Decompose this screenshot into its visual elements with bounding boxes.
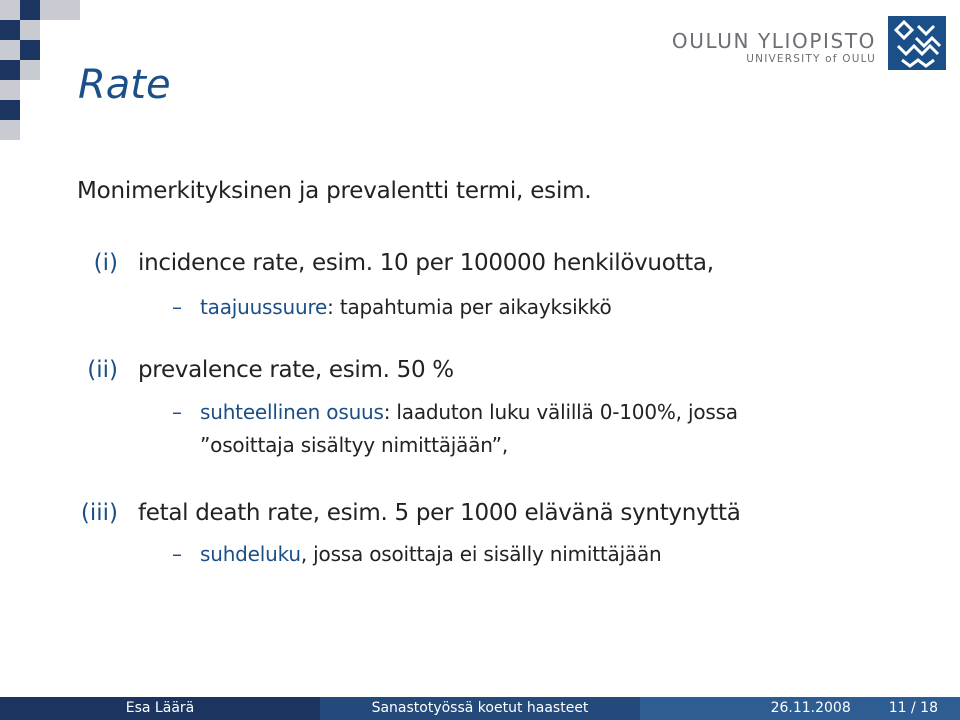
sub-rest-iii: , jossa osoittaja ei sisälly nimittäjään	[300, 542, 662, 566]
term-suhteellinen-osuus: suhteellinen osuus	[200, 400, 384, 424]
slide-title: Rate	[78, 62, 171, 108]
intro-text: Monimerkityksinen ja prevalentti termi, esim.	[77, 178, 592, 204]
item-text-i: incidence rate, esim. 10 per 100000 henkilövuotta,	[138, 250, 714, 276]
sub-text-i	[200, 295, 612, 319]
logo-name: OULUN YLIOPISTO	[671, 29, 876, 53]
footer-date: 26.11.2008	[770, 700, 851, 716]
sub-dash-i: –	[172, 295, 182, 319]
logo-text	[672, 30, 876, 66]
slide-footer	[0, 697, 960, 720]
logo-subtitle: UNIVERSITY of OULU	[746, 53, 876, 65]
sub-rest-ii: : laaduton luku välillä 0-100%, jossa	[383, 400, 738, 424]
item-marker-ii: (ii)	[87, 357, 118, 383]
term-taajuussuure: taajuussuure	[200, 295, 328, 319]
footer-talk-title: Sanastotyössä koetut haasteet	[320, 697, 640, 720]
item-marker-i: (i)	[93, 250, 118, 276]
sub-rest-i: : tapahtumia per aikayksikkö	[327, 295, 612, 319]
item-text-ii: prevalence rate, esim. 50 %	[138, 357, 454, 383]
sub-text-ii-continuation: ”osoittaja sisältyy nimittäjään”,	[200, 433, 508, 457]
sub-dash-iii: –	[172, 542, 182, 566]
term-suhdeluku: suhdeluku	[200, 542, 301, 566]
sub-dash-ii: –	[172, 400, 182, 424]
item-marker-iii: (iii)	[80, 500, 118, 526]
sub-text-ii	[200, 400, 738, 424]
footer-right-section	[640, 697, 960, 720]
footer-author: Esa Läärä	[0, 697, 320, 720]
university-seal-icon	[888, 16, 946, 70]
sub-text-iii	[200, 542, 662, 566]
university-logo	[672, 16, 946, 72]
decorative-checker-pattern	[0, 0, 80, 140]
footer-page-number: 11 / 18	[888, 700, 938, 716]
item-text-iii: fetal death rate, esim. 5 per 1000 elävänä syntynyttä	[138, 500, 741, 526]
